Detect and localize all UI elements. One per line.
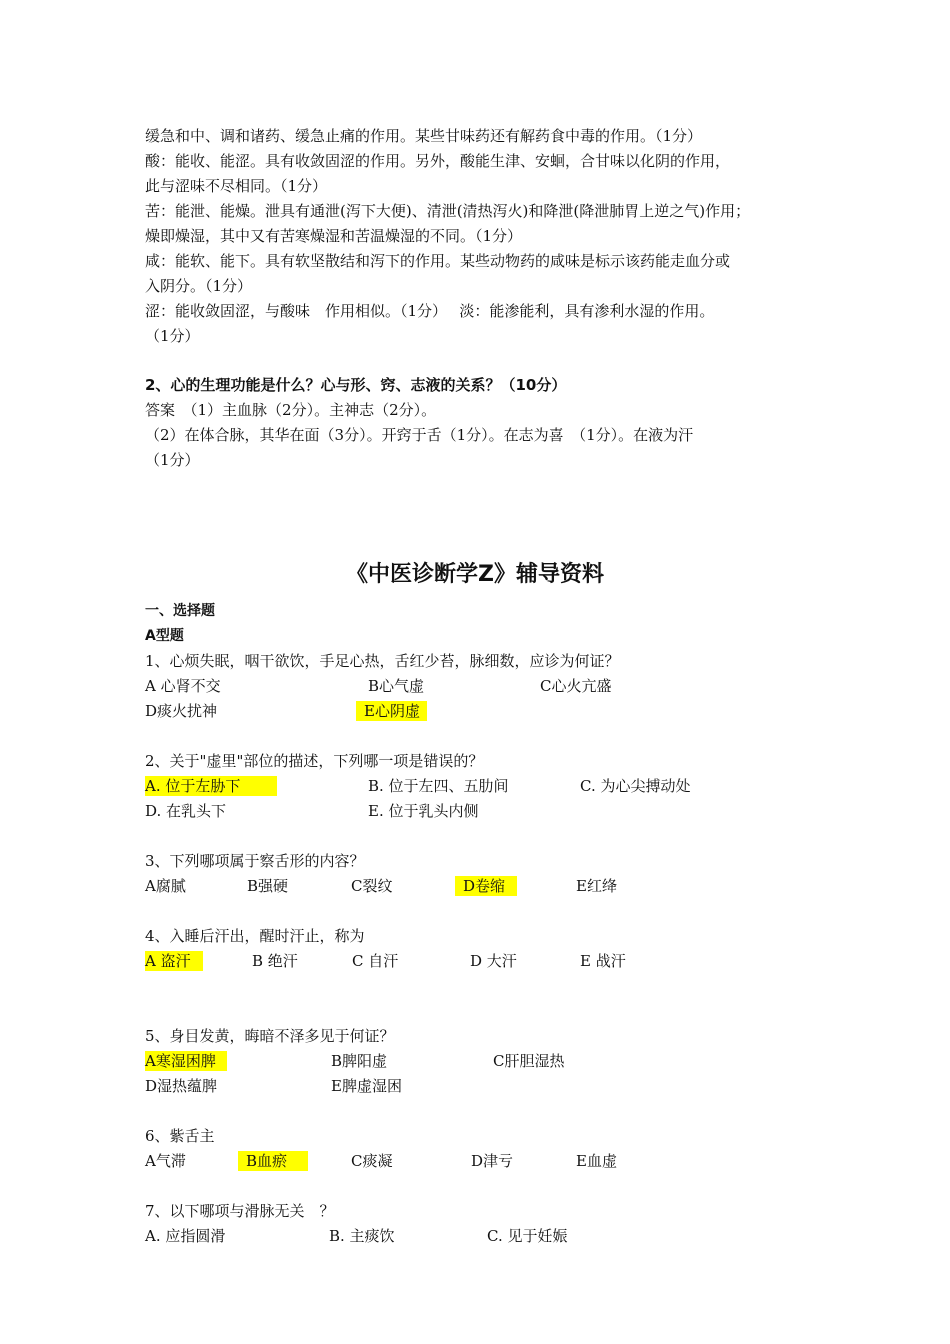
option-d: D 大汗 [470,952,517,970]
option-c: C 自汗 [352,952,399,970]
text-line: 涩：能收敛固涩，与酸味 作用相似。（1分） 淡：能渗能利，具有渗利水湿的作用。 [145,302,715,320]
doc-title: 《中医诊断学Z》辅导资料 [346,562,604,587]
answer-line: （2）在体合脉，其华在面（3分）。开窍于舌（1分）。在志为喜 （1分）。在液为汗 [145,426,694,444]
question-stem: 3、下列哪项属于察舌形的内容？ [145,852,365,870]
option-a-highlighted: A 盗汗 [145,951,203,971]
option-b: B 绝汗 [252,952,298,970]
option-b: B. 主痰饮 [329,1227,395,1245]
option-c: C裂纹 [351,877,393,895]
option-d: D津亏 [471,1152,514,1170]
text-line: （1分） [145,327,200,345]
option-e-highlighted: E心阴虚 [356,701,427,721]
option-d: D湿热蕴脾 [145,1077,218,1095]
option-a: A. 应指圆滑 [145,1227,226,1245]
option-c: C. 见于妊娠 [487,1227,568,1245]
text-line: 入阴分。（1分） [145,277,253,295]
section-heading: 一、选择题 [145,603,215,619]
question-stem: 6、紫舌主 [145,1127,215,1145]
option-b: B心气虚 [368,677,425,695]
answer-line: （1分） [145,451,200,469]
question-stem: 7、以下哪项与滑脉无关 ？ [145,1202,335,1220]
option-e: E红绛 [576,877,617,895]
option-e: E脾虚湿困 [331,1077,402,1095]
text-line: 咸：能软、能下。具有软坚散结和泻下的作用。某些动物药的咸味是标示该药能走血分或 [145,252,731,270]
option-a-highlighted: A寒湿困脾 [145,1051,227,1071]
option-e: E 战汗 [580,952,626,970]
option-c: C肝胆湿热 [493,1052,565,1070]
option-e: E血虚 [576,1152,617,1170]
text-line: 缓急和中、调和诸药、缓急止痛的作用。某些甘味药还有解药食中毒的作用。（1分） [145,127,703,145]
option-d: D痰火扰神 [145,702,218,720]
text-line: 苦：能泄、能燥。泄具有通泄(泻下大便)、清泄(清热泻火)和降泄(降泄肺胃上逆之气)作用； [145,202,751,220]
question-stem: 4、入睡后汗出，醒时汗止，称为 [145,927,365,945]
option-d: D. 在乳头下 [145,802,227,820]
option-b: B脾阳虚 [331,1052,388,1070]
option-a: A腐腻 [145,877,186,895]
question-stem: 1、心烦失眠，咽干欲饮，手足心热，舌红少苔，脉细数，应诊为何证？ [145,652,620,670]
option-b: B. 位于左四、五肋间 [368,777,509,795]
option-a: A气滞 [145,1152,186,1170]
option-a-highlighted: A. 位于左胁下 [145,776,277,796]
question-heading: 2、心的生理功能是什么？心与形、窍、志液的关系？（10分） [145,376,567,394]
option-c: C痰凝 [351,1152,393,1170]
option-b-highlighted: B血瘀 [238,1151,308,1171]
answer-line: 答案 （1）主血脉（2分）。主神志（2分）。 [145,401,437,419]
text-line: 此与涩味不尽相同。（1分） [145,177,328,195]
option-d-highlighted: D卷缩 [455,876,517,896]
option-c: C. 为心尖搏动处 [580,777,691,795]
text-line: 酸：能收、能涩。具有收敛固涩的作用。另外，酸能生津、安蛔，合甘味以化阴的作用， [145,152,731,170]
option-b: B强硬 [247,877,289,895]
question-stem: 2、关于"虚里"部位的描述，下列哪一项是错误的？ [145,752,484,770]
option-a: A 心肾不交 [145,677,221,695]
text-line: 燥即燥湿，其中又有苦寒燥湿和苦温燥湿的不同。（1分） [145,227,523,245]
option-c: C心火亢盛 [540,677,612,695]
question-stem: 5、身目发黄，晦暗不泽多见于何证？ [145,1027,395,1045]
option-e: E. 位于乳头内侧 [368,802,479,820]
type-heading: A型题 [145,628,184,644]
